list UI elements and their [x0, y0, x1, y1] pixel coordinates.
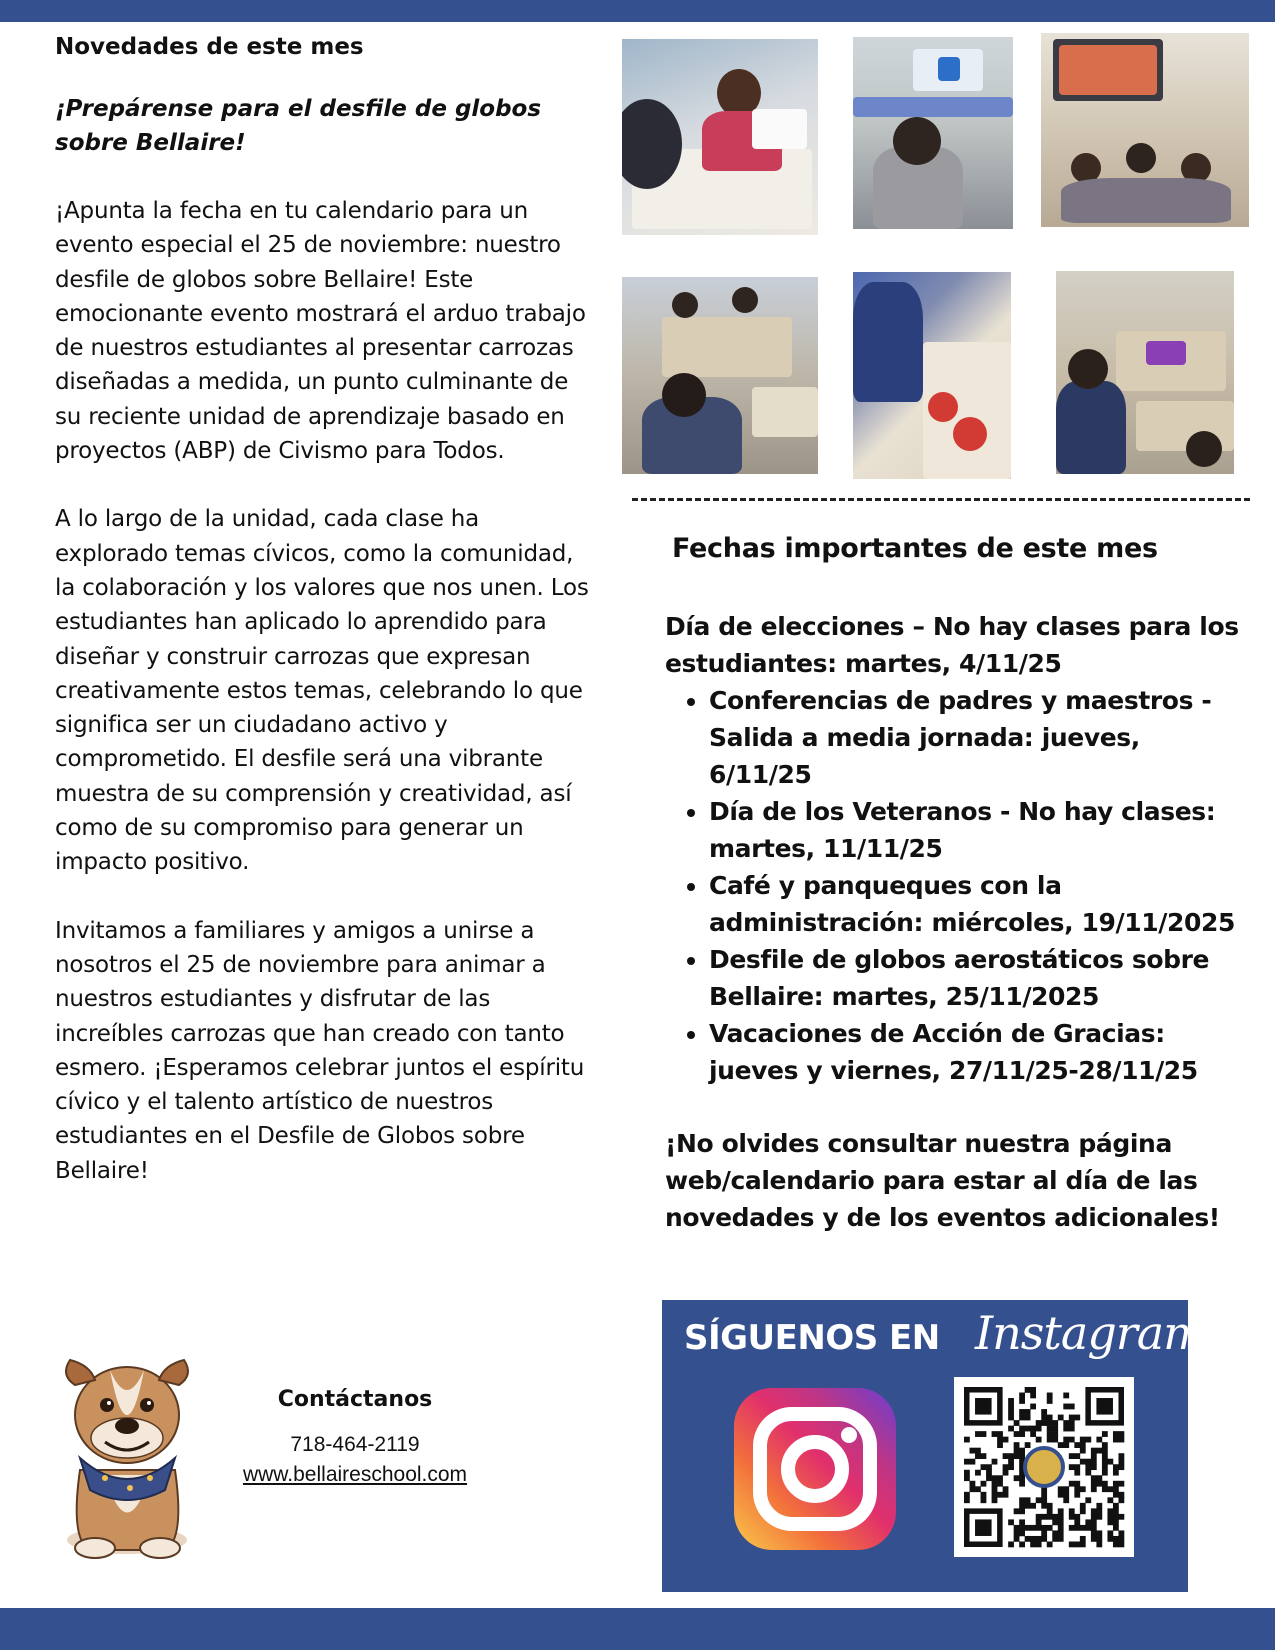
instagram-wordmark: Instagram	[975, 1306, 1206, 1360]
news-heading: Novedades de este mes	[55, 34, 364, 60]
classroom-photo-2	[853, 37, 1013, 229]
list-item: • Día de los Veteranos - No hay clases: martes, 11/11/25	[709, 793, 1245, 867]
phone-number: 718-464-2119	[290, 1433, 420, 1456]
classroom-photo-1	[622, 39, 818, 235]
news-paragraph-1: ¡Apunta la fecha en tu calendario para un evento especial el 25 de noviembre: nuestro desfile de globos sobre Bellaire! Este emocionante evento mostrará el arduo trabajo de nuestros estudiantes al presentar carrozas diseñadas a medida, un punto culminante de su reciente unidad de aprendizaje basado en proyectos (ABP) de Civismo para Todos.	[55, 198, 586, 465]
bulldog-mascot-icon	[50, 1350, 205, 1560]
dates-event-list	[665, 682, 1245, 1089]
qr-code-icon[interactable]	[954, 1377, 1134, 1557]
contact-block	[220, 1387, 490, 1490]
list-item: • Café y panqueques con la administración: miércoles, 19/11/2025	[709, 867, 1245, 941]
follow-us-label: SÍGUENOS EN	[684, 1318, 940, 1358]
classroom-photo-3	[1041, 33, 1249, 227]
instagram-banner[interactable]	[662, 1300, 1206, 1592]
list-item: • Desfile de globos aerostáticos sobre Bellaire: martes, 25/11/2025	[709, 941, 1245, 1015]
top-banner	[0, 0, 1275, 22]
classroom-photo-6	[1056, 271, 1234, 474]
news-paragraph-3: Invitamos a familiares y amigos a unirse a nosotros el 25 de noviembre para animar a nuestros estudiantes y disfrutar de las increíbles carrozas que han creado con tanto esmero. ¡Esperamos celebrar juntos el espíritu cívico y el talento artístico de nuestros estudiantes en el Desfile de Globos sobre Bellaire!	[55, 917, 585, 1184]
instagram-icon[interactable]	[734, 1388, 896, 1550]
classroom-photo-5	[853, 272, 1011, 479]
website-reminder: ¡No olvides consultar nuestra página web/calendario para estar al día de las novedades y de los eventos adicionales!	[665, 1129, 1220, 1232]
dates-heading: Fechas importantes de este mes	[672, 533, 1158, 564]
list-item: • Vacaciones de Acción de Gracias: jueves y viernes, 27/11/25-28/11/25	[709, 1015, 1245, 1089]
website-link[interactable]: www.bellaireschool.com	[242, 1463, 468, 1486]
contact-heading: Contáctanos	[277, 1387, 433, 1412]
news-column	[55, 30, 595, 1188]
classroom-photo-4	[622, 277, 818, 474]
news-paragraph-2: A lo largo de la unidad, cada clase ha explorado temas cívicos, como la comunidad, la colaboración y los valores que nos unen. Los estudiantes han aplicado lo aprendido para diseñar y construir carrozas que expresan creativamente estos temas, celebrando lo que significa ser un ciudadano activo y comprometido. El desfile será una vibrante muestra de su comprensión y creatividad, así como de su compromiso para generar un impacto positivo.	[55, 506, 589, 876]
list-item: • Conferencias de padres y maestros - Salida a media jornada: jueves, 6/11/25	[709, 682, 1245, 793]
news-subtitle: ¡Prepárense para el desfile de globos sobre Bellaire!	[55, 96, 542, 156]
dates-column	[665, 608, 1245, 1236]
bottom-banner	[0, 1608, 1275, 1650]
section-divider	[632, 498, 1250, 501]
dates-lead-event: Día de elecciones – No hay clases para los estudiantes: martes, 4/11/25	[665, 612, 1239, 678]
